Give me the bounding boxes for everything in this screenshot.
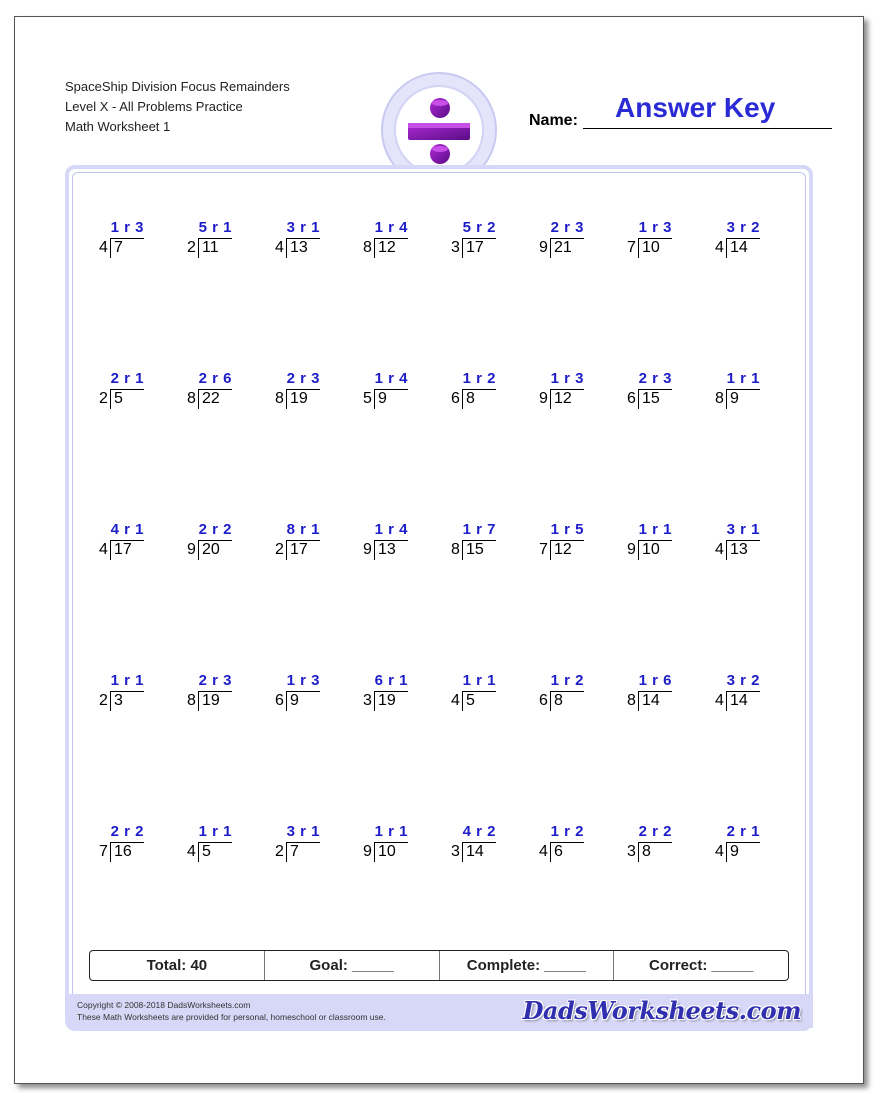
- divisor: 6: [451, 390, 460, 407]
- divisor: 8: [363, 239, 372, 256]
- divisor: 3: [451, 239, 460, 256]
- answer-key-label: Answer Key: [615, 92, 776, 123]
- title-line-2: Level X - All Problems Practice: [65, 99, 243, 114]
- dividend: 5: [114, 390, 123, 407]
- divisor: 8: [451, 541, 460, 558]
- division-problem: [363, 672, 443, 722]
- division-problem: [539, 370, 619, 420]
- division-problem: [99, 823, 179, 873]
- answer-quotient: 1 r 6: [638, 672, 672, 689]
- answer-quotient: 2 r 3: [638, 370, 672, 387]
- division-problem: [451, 521, 531, 571]
- divisor: 4: [715, 692, 724, 709]
- answer-quotient: 5 r 1: [198, 219, 232, 236]
- answer-quotient: 1 r 4: [374, 219, 408, 236]
- answer-quotient: 1 r 1: [638, 521, 672, 538]
- dividend: 14: [642, 692, 660, 709]
- division-problem: [627, 370, 707, 420]
- divisor: 6: [275, 692, 284, 709]
- division-problem: [715, 823, 795, 873]
- answer-quotient: 2 r 3: [550, 219, 584, 236]
- answer-quotient: 1 r 1: [198, 823, 232, 840]
- division-problem: [627, 521, 707, 571]
- answer-quotient: 2 r 2: [198, 521, 232, 538]
- dividend: 19: [378, 692, 396, 709]
- dividend: 6: [554, 843, 563, 860]
- answer-quotient: 1 r 2: [462, 370, 496, 387]
- answer-quotient: 1 r 1: [110, 672, 144, 689]
- division-problem: [99, 672, 179, 722]
- divisor: 4: [99, 239, 108, 256]
- division-problem: [187, 672, 267, 722]
- brand-logo[interactable]: DadsWorksheets.com: [522, 996, 801, 1025]
- usage-notice: These Math Worksheets are provided for personal, homeschool or classroom use.: [77, 1012, 386, 1022]
- title-line-1: SpaceShip Division Focus Remainders: [65, 79, 290, 94]
- divisor: 9: [363, 541, 372, 558]
- divisor: 9: [627, 541, 636, 558]
- divisor: 3: [363, 692, 372, 709]
- divisor: 5: [363, 390, 372, 407]
- divisor: 9: [539, 239, 548, 256]
- division-problem: [275, 521, 355, 571]
- answer-quotient: 4 r 2: [462, 823, 496, 840]
- dividend: 12: [378, 239, 396, 256]
- division-problem: [627, 823, 707, 873]
- divisor: 8: [275, 390, 284, 407]
- answer-quotient: 1 r 3: [550, 370, 584, 387]
- answer-quotient: 4 r 1: [110, 521, 144, 538]
- dividend: 11: [202, 239, 219, 256]
- divisor: 2: [99, 692, 108, 709]
- answer-quotient: 1 r 5: [550, 521, 584, 538]
- divisor: 2: [99, 390, 108, 407]
- dividend: 12: [554, 390, 572, 407]
- division-problem: [187, 219, 267, 269]
- answer-quotient: 8 r 1: [286, 521, 320, 538]
- dividend: 13: [730, 541, 748, 558]
- answer-quotient: 1 r 4: [374, 370, 408, 387]
- dividend: 8: [466, 390, 475, 407]
- divisor: 6: [539, 692, 548, 709]
- answer-quotient: 2 r 2: [638, 823, 672, 840]
- division-problem: [275, 370, 355, 420]
- dividend: 19: [290, 390, 308, 407]
- division-problem: [99, 219, 179, 269]
- dividend: 10: [642, 239, 660, 256]
- dividend: 16: [114, 843, 132, 860]
- answer-quotient: 2 r 3: [198, 672, 232, 689]
- answer-quotient: 1 r 2: [550, 823, 584, 840]
- division-problem: [363, 370, 443, 420]
- worksheet-title: [65, 77, 290, 137]
- total-cell: Total: 40: [90, 951, 265, 980]
- division-problem: [363, 823, 443, 873]
- answer-quotient: 1 r 4: [374, 521, 408, 538]
- dividend: 17: [466, 239, 484, 256]
- copyright-line: Copyright © 2008-2018 DadsWorksheets.com: [77, 1000, 251, 1010]
- copyright-text: [77, 999, 386, 1023]
- dividend: 5: [202, 843, 211, 860]
- problems-frame: [65, 165, 813, 1031]
- answer-quotient: 1 r 3: [638, 219, 672, 236]
- divisor: 9: [363, 843, 372, 860]
- divisor: 8: [627, 692, 636, 709]
- problem-grid: [69, 169, 809, 1027]
- dividend: 3: [114, 692, 123, 709]
- dividend: 17: [114, 541, 132, 558]
- dividend: 13: [378, 541, 396, 558]
- division-problem: [99, 370, 179, 420]
- dividend: 14: [730, 239, 748, 256]
- dividend: 14: [466, 843, 484, 860]
- divisor: 9: [187, 541, 196, 558]
- divisor: 8: [715, 390, 724, 407]
- answer-quotient: 6 r 1: [374, 672, 408, 689]
- answer-quotient: 2 r 6: [198, 370, 232, 387]
- division-problem: [539, 823, 619, 873]
- division-problem: [187, 823, 267, 873]
- divisor: 7: [99, 843, 108, 860]
- dividend: 7: [114, 239, 123, 256]
- division-problem: [187, 370, 267, 420]
- division-problem: [451, 219, 531, 269]
- complete-cell: Complete: _____: [440, 951, 615, 980]
- answer-quotient: 5 r 2: [462, 219, 496, 236]
- divisor: 4: [539, 843, 548, 860]
- dividend: 20: [202, 541, 220, 558]
- divisor: 6: [627, 390, 636, 407]
- division-problem: [451, 672, 531, 722]
- dividend: 7: [290, 843, 299, 860]
- answer-quotient: 1 r 1: [374, 823, 408, 840]
- divisor: 4: [715, 843, 724, 860]
- footer: [69, 994, 813, 1028]
- dividend: 10: [378, 843, 396, 860]
- dividend: 22: [202, 390, 220, 407]
- dividend: 12: [554, 541, 572, 558]
- divisor: 3: [451, 843, 460, 860]
- dividend: 9: [378, 390, 387, 407]
- dividend: 9: [730, 843, 739, 860]
- dividend: 21: [554, 239, 572, 256]
- answer-quotient: 1 r 3: [110, 219, 144, 236]
- answer-quotient: 1 r 1: [726, 370, 760, 387]
- answer-quotient: 1 r 2: [550, 672, 584, 689]
- divisor: 8: [187, 390, 196, 407]
- division-problem: [715, 672, 795, 722]
- name-label: Name:: [529, 112, 578, 129]
- division-problem: [451, 823, 531, 873]
- divisor: 4: [715, 541, 724, 558]
- division-problem: [99, 521, 179, 571]
- divisor: 2: [275, 541, 284, 558]
- dividend: 10: [642, 541, 660, 558]
- divisor: 4: [715, 239, 724, 256]
- divisor: 2: [275, 843, 284, 860]
- division-problem: [715, 521, 795, 571]
- division-problem: [363, 521, 443, 571]
- divisor: 4: [275, 239, 284, 256]
- division-problem: [275, 823, 355, 873]
- divisor: 7: [539, 541, 548, 558]
- answer-quotient: 2 r 2: [110, 823, 144, 840]
- answer-quotient: 3 r 1: [286, 823, 320, 840]
- goal-cell: Goal: _____: [265, 951, 440, 980]
- dividend: 19: [202, 692, 220, 709]
- title-line-3: Math Worksheet 1: [65, 119, 171, 134]
- dividend: 9: [290, 692, 299, 709]
- divisor: 8: [187, 692, 196, 709]
- divisor: 9: [539, 390, 548, 407]
- answer-quotient: 2 r 3: [286, 370, 320, 387]
- division-problem: [363, 219, 443, 269]
- divisor: 2: [187, 239, 196, 256]
- division-problem: [275, 672, 355, 722]
- division-problem: [627, 219, 707, 269]
- dividend: 8: [642, 843, 651, 860]
- division-problem: [275, 219, 355, 269]
- division-problem: [715, 370, 795, 420]
- answer-quotient: 3 r 1: [726, 521, 760, 538]
- dividend: 8: [554, 692, 563, 709]
- divisor: 4: [451, 692, 460, 709]
- division-problem: [627, 672, 707, 722]
- dividend: 9: [730, 390, 739, 407]
- answer-quotient: 2 r 1: [726, 823, 760, 840]
- score-bar: [89, 950, 789, 981]
- correct-cell: Correct: _____: [649, 957, 754, 974]
- division-problem: [187, 521, 267, 571]
- divisor: 7: [627, 239, 636, 256]
- division-sign-icon: [394, 85, 484, 175]
- dividend: 15: [466, 541, 484, 558]
- dividend: 14: [730, 692, 748, 709]
- division-problem: [451, 370, 531, 420]
- dividend: 5: [466, 692, 475, 709]
- division-problem: [539, 672, 619, 722]
- worksheet-page: [14, 16, 864, 1084]
- dividend: 13: [290, 239, 308, 256]
- answer-quotient: 1 r 1: [462, 672, 496, 689]
- answer-quotient: 3 r 1: [286, 219, 320, 236]
- divisor: 4: [99, 541, 108, 558]
- divisor: 3: [627, 843, 636, 860]
- answer-quotient: 1 r 3: [286, 672, 320, 689]
- answer-quotient: 1 r 7: [462, 521, 496, 538]
- dividend: 15: [642, 390, 660, 407]
- name-line: [583, 128, 832, 129]
- answer-quotient: 3 r 2: [726, 672, 760, 689]
- division-problem: [715, 219, 795, 269]
- answer-quotient: 2 r 1: [110, 370, 144, 387]
- dividend: 17: [290, 541, 308, 558]
- answer-quotient: 3 r 2: [726, 219, 760, 236]
- division-problem: [539, 219, 619, 269]
- divisor: 4: [187, 843, 196, 860]
- division-problem: [539, 521, 619, 571]
